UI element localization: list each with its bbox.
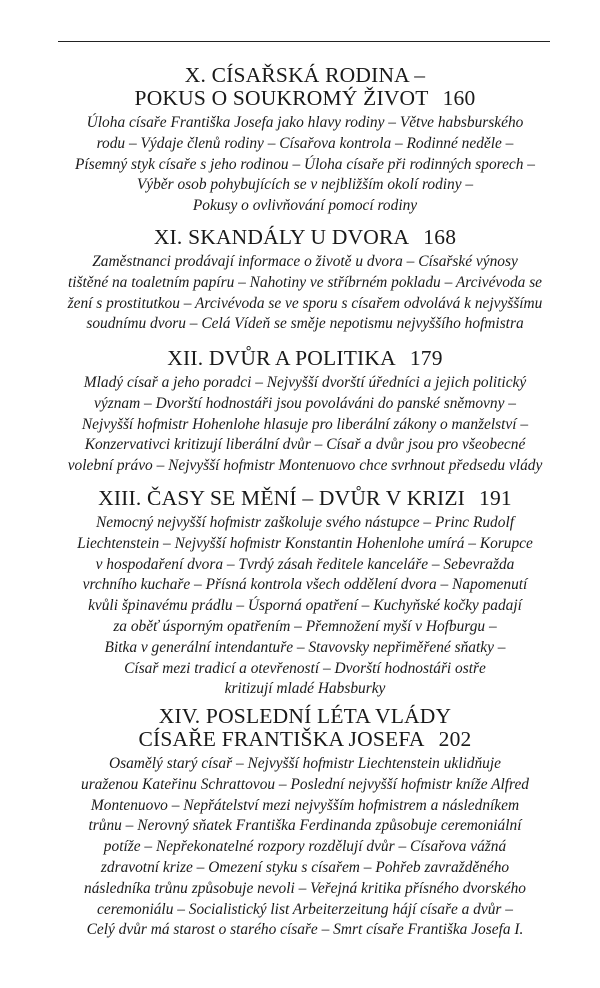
chapter-title [60, 64, 550, 110]
summary-line: Osamělý starý císař – Nejvyšší hofmistr Liechtenstein uklidňuje [109, 755, 501, 772]
summary-line: Bitka v generální intendantuře – Stavovsky nepřiměřené sňatky – [104, 638, 506, 656]
summary-line: ceremoniálu – Socialistický list Arbeiterzeitung hájí císaře a dvůr – [97, 900, 513, 918]
chapter-page-number: 168 [423, 225, 457, 249]
summary-line: vrchního kuchaře – Přísná kontrola všech oddělení dvora – Napomenutí [82, 576, 528, 594]
chapter-summary [60, 113, 550, 217]
summary-line: rodu – Výdaje členů rodiny – Císařova kontrola – Rodinné neděle – [96, 134, 514, 152]
summary-line: soudnímu dvoru – Celá Vídeň se směje nepotismu nejvyššího hofmistra [86, 315, 524, 333]
chapter-xiii [60, 487, 550, 700]
summary-line: Konzervativci kritizují liberální dvůr – Císař a dvůr jsou pro všeobecné [84, 436, 526, 454]
summary-line: význam – Dvorští hodnostáři jsou povoláváni do panské sněmovny – [94, 394, 516, 412]
chapter-title [60, 226, 550, 249]
chapter-page-number: 179 [409, 346, 443, 370]
chapter-xii [60, 347, 550, 477]
summary-line: Liechtenstein – Nejvyšší hofmistr Konstantin Hohenlohe umírá – Korupce [77, 534, 533, 552]
chapter-title-line: XIII. ČASY SE MĚNÍ – DVŮR V KRIZI [98, 486, 466, 510]
chapter-page-number: 191 [479, 486, 512, 510]
chapter-page-number: 160 [442, 86, 476, 110]
chapter-summary [60, 754, 550, 941]
summary-line: Nemocný nejvyšší hofmistr zaškoluje svého nástupce – Princ Rudolf [95, 514, 515, 531]
summary-line: za oběť úsporným opatřením – Přemnožení myší v Hofburgu – [113, 617, 497, 635]
summary-line: uraženou Kateřinu Schrattovou – Poslední nejvyšší hofmistr kníže Alfred [81, 775, 529, 793]
chapter-title-line: XI. SKANDÁLY U DVORA [153, 225, 410, 249]
summary-line: Písemný styk císaře s jeho rodinou – Úloha císaře při rodinných sporech – [75, 155, 535, 173]
chapter-title [60, 705, 550, 751]
chapter-xi [60, 226, 550, 335]
summary-line: trůnu – Nerovný sňatek Františka Ferdinanda způsobuje ceremoniální [88, 817, 522, 835]
summary-line: Pokusy o ovlivňování pomocí rodiny [192, 197, 418, 215]
summary-line: Výběr osob pohybujících se v nejbližším okolí rodiny – [136, 176, 474, 194]
summary-line: kritizují mladé Habsburky [224, 680, 386, 698]
chapter-title-line: X. CÍSAŘSKÁ RODINA – [184, 63, 426, 87]
chapter-title [60, 487, 550, 510]
summary-line: Úloha císaře Františka Josefa jako hlavy rodiny – Větve habsburského [86, 114, 524, 131]
summary-line: Mladý císař a jeho poradci – Nejvyšší dvorští úředníci a jejich politický [83, 374, 527, 391]
chapter-summary [60, 373, 550, 477]
summary-line: tištěné na toaletním papíru – Nahotiny ve stříbrném pokladu – Arcivévoda se [67, 273, 543, 291]
summary-line: Zaměstnanci prodávají informace o životě u dvora – Císařské výnosy [92, 253, 518, 270]
chapter-page-number: 202 [438, 727, 472, 751]
summary-line: potíže – Nepřekonatelné rozpory rozdělují dvůr – Císařova vážná [103, 838, 507, 856]
chapter-title-line: CÍSAŘE FRANTIŠKA JOSEFA [138, 727, 425, 751]
summary-line: Nejvyšší hofmistr Hohenlohe hlasuje pro liberální zákony o manželství – [81, 415, 529, 433]
summary-line: žení s prostitutkou – Arcivévoda se ve sporu s císařem odvolává k nejvyššímu [67, 294, 543, 312]
summary-line: kvůli špinavému prádlu – Úsporná opatření – Kuchyňské kočky padají [88, 597, 522, 615]
chapter-title-line: XIV. POSLEDNÍ LÉTA VLÁDY [158, 704, 452, 728]
chapter-x [60, 64, 550, 217]
chapter-title-line: POKUS O SOUKROMÝ ŽIVOT [134, 86, 429, 110]
chapter-title-line: XII. DVŮR A POLITIKA [167, 346, 396, 370]
chapter-xiv [60, 705, 550, 941]
chapter-title [60, 347, 550, 370]
summary-line: následníka trůnu způsobuje nevoli – Veřejná kritika přísného dvorského [84, 879, 526, 897]
summary-line: v hospodaření dvora – Tvrdý zásah ředitele kanceláře – Sebevražda [95, 555, 515, 573]
summary-line: volební právo – Nejvyšší hofmistr Montenuovo chce svrhnout předsedu vlády [67, 457, 543, 475]
chapter-summary [60, 513, 550, 700]
top-rule [58, 41, 550, 42]
summary-line: Montenuovo – Nepřátelství mezi nejvyšším hofmistrem a následníkem [90, 796, 520, 814]
summary-line: zdravotní krize – Omezení styku s císařem – Pohřeb zavražděného [100, 858, 510, 876]
summary-line: Císař mezi tradicí a otevřeností – Dvorští hodnostáři ostře [124, 659, 486, 677]
summary-line: Celý dvůr má starost o starého císaře – Smrt císaře Františka Josefa I. [86, 921, 524, 939]
chapter-summary [60, 252, 550, 335]
